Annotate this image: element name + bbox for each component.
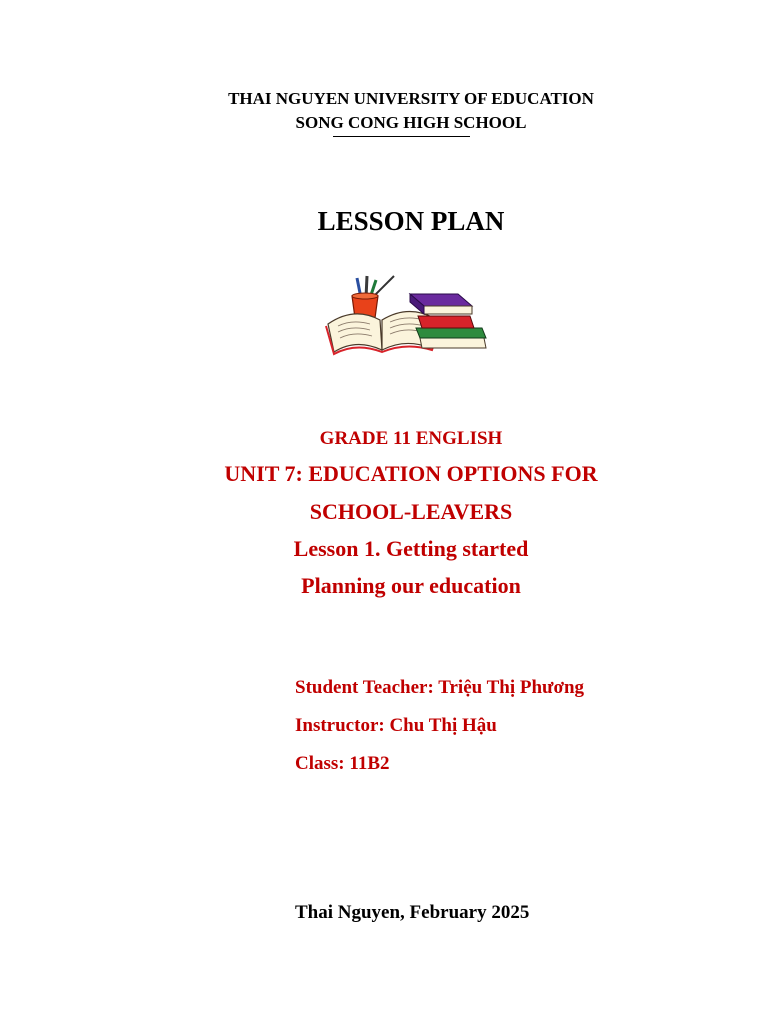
lesson-title: Lesson 1. Getting started: [293, 536, 529, 561]
university-name: THAI NGUYEN UNIVERSITY OF EDUCATION: [228, 89, 594, 108]
lesson-topic: Planning our education: [301, 573, 521, 598]
instructor: Instructor: Chu Thị Hậu: [295, 715, 497, 736]
student-teacher: Student Teacher: Triệu Thị Phương: [295, 677, 585, 698]
unit-title-line-2: SCHOOL-LEAVERS: [309, 499, 513, 524]
place-and-date: Thai Nguyen, February 2025: [295, 902, 530, 923]
grade-label: GRADE 11 ENGLISH: [319, 428, 503, 449]
class-label: Class: 11B2: [295, 753, 390, 774]
books-and-pencil-cup-icon: [324, 272, 490, 356]
header-divider: [333, 136, 470, 137]
document-title: LESSON PLAN: [317, 206, 505, 236]
book-stack-icon: [410, 294, 486, 348]
pencil-cup-icon: [352, 276, 394, 318]
school-name: SONG CONG HIGH SCHOOL: [295, 113, 527, 132]
unit-title-line-1: UNIT 7: EDUCATION OPTIONS FOR: [224, 461, 598, 486]
